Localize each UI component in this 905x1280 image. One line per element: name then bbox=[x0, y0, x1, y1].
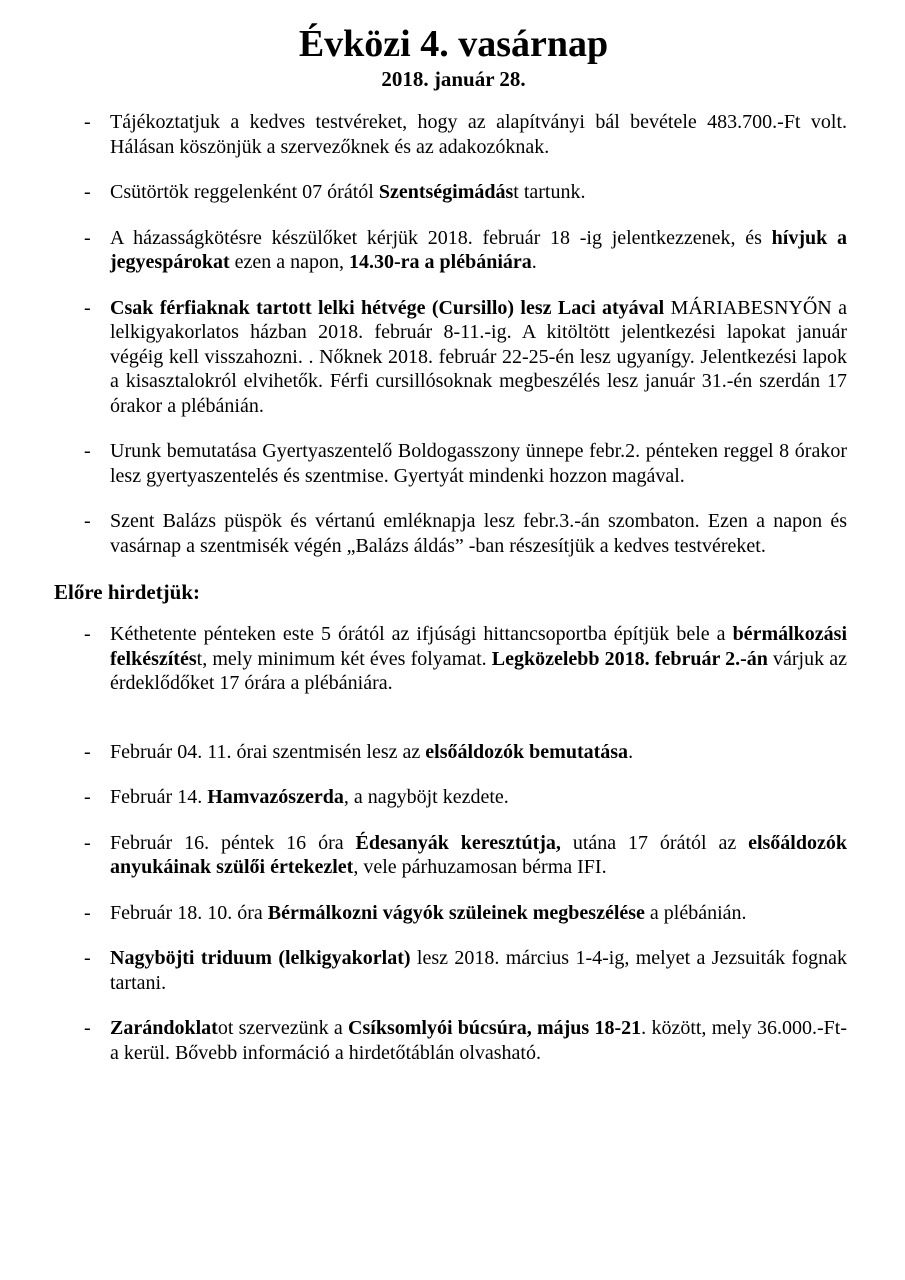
text-segment: . bbox=[628, 740, 634, 763]
text-segment: ezen a napon, bbox=[229, 251, 350, 273]
text-segment: Február 04. 11. órai szentmisén lesz az bbox=[110, 740, 426, 763]
bullet-dash: - bbox=[84, 623, 91, 645]
list-item bbox=[54, 439, 847, 488]
text-segment: Urunk bemutatása Gyertyaszentelő Boldogasszony ünnepe febr.2. pénteken reggel 8 órakor lesz gyertyaszentelés és szentmise. Gyertyát mindenki hozzon magával. bbox=[110, 440, 847, 487]
bold-text: elsőáldozók anyukáinak szülői értekezlet bbox=[110, 831, 847, 878]
text-segment: ot szervezünk a bbox=[217, 1017, 349, 1039]
bold-text: Nagyböjti triduum (lelkigyakorlat) bbox=[110, 947, 411, 969]
text-segment: utána 17 órától az bbox=[560, 831, 749, 854]
section-heading: Előre hirdetjük: bbox=[54, 580, 201, 604]
announcement-list bbox=[54, 110, 847, 558]
list-item bbox=[54, 740, 847, 765]
bold-text: Csak férfiaknak tartott lelki hétvége (Cursillo) lesz Laci atyával bbox=[110, 296, 665, 319]
bold-text: Legközelebb 2018. február 2.-án bbox=[491, 647, 768, 670]
text-segment: . között, mely 36.000.-Ft-a kerül. Bővebb információ a hirdetőtáblán olvasható. bbox=[110, 1017, 847, 1064]
text-segment: Február 14. bbox=[110, 786, 208, 808]
list-item bbox=[54, 1016, 847, 1065]
bold-text: hívjuk a jegyespárokat bbox=[110, 226, 847, 273]
list-item bbox=[54, 785, 847, 810]
text-segment: t tartunk. bbox=[513, 181, 586, 203]
text-segment: A házasságkötésre készülőket kérjük 2018. február 18 -ig jelentkezzenek, és bbox=[110, 226, 772, 249]
text-segment: , vele párhuzamosan bérma IFI. bbox=[353, 856, 607, 878]
text-segment: várjuk az érdeklődőket 17 órára a plébániára. bbox=[110, 647, 847, 694]
bullet-dash: - bbox=[84, 947, 91, 969]
text-segment: Szent Balázs püspök és vértanú emléknapja lesz febr.3.-án szombaton. Ezen a napon és vasárnap a szentmisék végén „Balázs áldás” -ban részesítjük a kedves testvéreket. bbox=[110, 510, 847, 557]
bold-text: Szentségimádás bbox=[378, 181, 514, 203]
bold-text: 14.30-ra a plébániára bbox=[349, 251, 532, 273]
list-item bbox=[54, 946, 847, 995]
bold-text: Bérmálkozni vágyók szüleinek megbeszélése bbox=[267, 901, 645, 924]
list-item bbox=[54, 622, 847, 696]
text-segment: Február 18. 10. óra bbox=[110, 901, 268, 924]
bullet-dash: - bbox=[84, 296, 91, 319]
text-segment: . bbox=[531, 251, 537, 273]
text-segment: Csütörtök reggelenként 07 órától bbox=[110, 181, 379, 203]
text-segment: t, mely minimum két éves folyamat. bbox=[196, 647, 492, 670]
text-segment: MÁRIABESNYŐN a lelkigyakorlatos házban 2018. február 8-11.-ig. A kitöltött jelentkezési lapokat január végéig kell visszahozni. . Nőknek 2018. február 22-25-én lesz ugyanígy. Jelentkezési lapok a kisasztalokról elvihetők. Férfi cursillósoknak megbeszélés lesz január 31.-én szerdán 17 órakor a plébánián. bbox=[110, 296, 847, 417]
bold-text: Édesanyák keresztútja, bbox=[355, 831, 561, 854]
list-item bbox=[54, 831, 847, 880]
future-announcement-list bbox=[54, 622, 847, 1065]
bullet-dash: - bbox=[84, 111, 91, 133]
page-date: 2018. január 28. bbox=[381, 67, 526, 91]
bold-text: Csíksomlyói búcsúra, május 18-21 bbox=[348, 1017, 642, 1039]
list-item bbox=[54, 110, 847, 159]
bullet-dash: - bbox=[84, 786, 91, 808]
text-segment: lesz 2018. március 1-4-ig, melyet a Jezsuiták fognak tartani. bbox=[110, 947, 847, 994]
list-item bbox=[54, 296, 847, 419]
bullet-dash: - bbox=[84, 510, 91, 532]
list-item bbox=[54, 901, 847, 926]
bold-text: Zarándoklat bbox=[110, 1017, 218, 1039]
bullet-dash: - bbox=[84, 181, 91, 203]
text-segment: a plébánián. bbox=[644, 901, 747, 924]
bullet-dash: - bbox=[84, 901, 91, 924]
bullet-dash: - bbox=[84, 1017, 91, 1039]
bold-text: Hamvazószerda bbox=[207, 786, 344, 808]
bullet-dash: - bbox=[84, 740, 91, 763]
bold-text: elsőáldozók bemutatása bbox=[425, 740, 629, 763]
list-item bbox=[54, 226, 847, 275]
list-item bbox=[54, 509, 847, 558]
list-item bbox=[54, 180, 847, 205]
bullet-dash: - bbox=[84, 831, 91, 854]
page-title: Évközi 4. vasárnap bbox=[298, 23, 609, 65]
text-segment: , a nagyböjt kezdete. bbox=[343, 786, 509, 808]
bullet-dash: - bbox=[84, 440, 91, 462]
bullet-dash: - bbox=[84, 226, 91, 249]
text-segment: Kéthetente pénteken este 5 órától az ifjúsági hittancsoportba építjük bele a bbox=[110, 623, 733, 645]
text-segment: Tájékoztatjuk a kedves testvéreket, hogy az alapítványi bál bevétele 483.700.-Ft volt. Hálásan köszönjük a szervezőknek és az adakozóknak. bbox=[110, 111, 847, 158]
bold-text: bérmálkozási felkészítés bbox=[110, 623, 847, 670]
text-segment: Február 16. péntek 16 óra bbox=[110, 831, 356, 854]
